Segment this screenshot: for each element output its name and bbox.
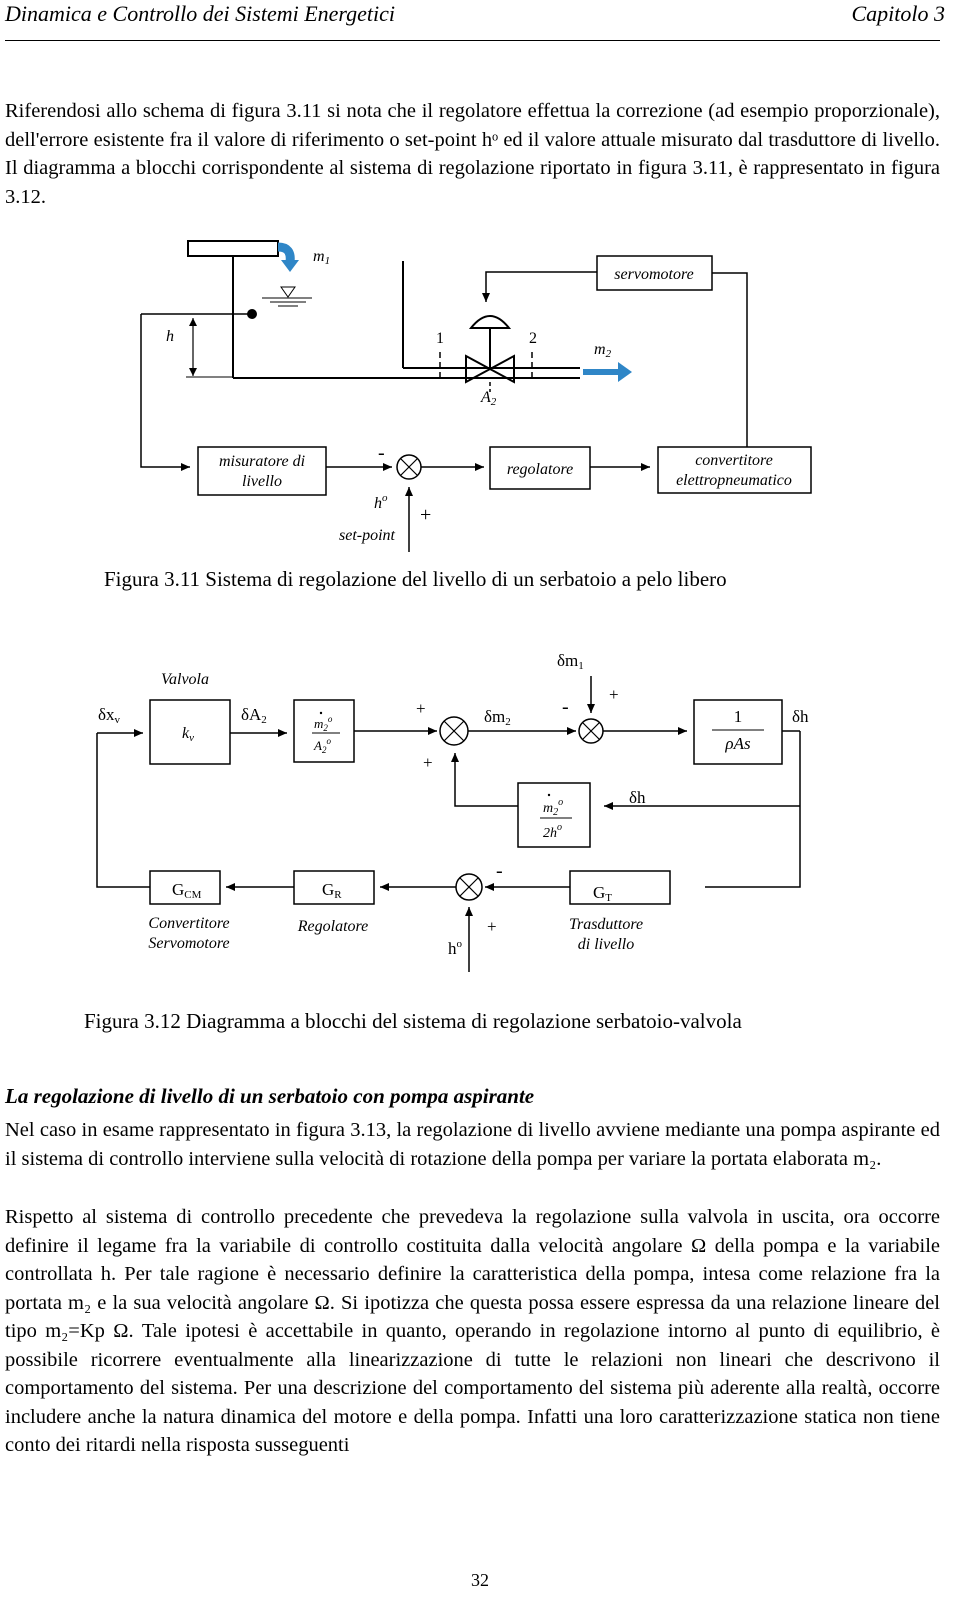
inlet-pipe [188, 241, 278, 256]
label-h: h [166, 328, 174, 345]
gt-block [570, 871, 670, 904]
header-rule [5, 40, 940, 41]
label-frac1-den: $A_2^o$ [314, 736, 331, 755]
label-convertitore-line1: convertitore [695, 452, 773, 469]
label-regolatore: Regolatore [297, 918, 369, 935]
label-misuratore-line1: misuratore di [218, 453, 306, 470]
label-plus-top: + [416, 699, 426, 718]
label-servomotore: servomotore [614, 266, 694, 283]
label-m1: m1 [313, 248, 331, 267]
label-plus: + [420, 504, 432, 526]
label-trasduttore-line2: di livello [577, 936, 635, 953]
outlet-flow-arrow [583, 362, 632, 382]
label-gt: GT [593, 883, 613, 904]
label-minus: - [378, 442, 385, 464]
label-dh-out: δh [792, 707, 809, 726]
label-dA2: δA2 [241, 705, 267, 726]
label-ho: $h^o$ [374, 492, 388, 512]
figure-3-11-caption: Figura 3.11 Sistema di regolazione del livello di un serbatoio a pelo libero [104, 567, 727, 591]
label-frac1-num: $m_2^o$ [314, 714, 333, 733]
label-convertitore-line2: elettropneumatico [676, 472, 792, 489]
label-gr: GR [322, 880, 342, 901]
paragraph-2: Rispetto al sistema di controllo precedente che prevedeva la regolazione sulla valvola in uscita, ora occorre definire il legame fra la variabile di controllo costituita dalla velocità angolare Ω della pompa e la variabile controllata h. Per tale ragione è necessario definire la caratteristica della pompa, intesa come relazione fra la portata m₂ e la sua velocità angolare Ω. Si ipotizza che questa possa essere espressa da una relazione lineare del tipo m₂=Kp Ω. Tale ipotesi è accettabile in quanto, operando in regolazione intorno al punto di equilibrio, è possibile ricorrere eventualmente alla linearizzazione di tutte le relazioni non lineari che descrivono il comportamento del sistema. Per una descrizione del comportamento del sistema più aderente alla realtà, occorre includere anche la natura dinamica del motore e della pompa. Infatti una loro caratterizzazione statica non tiene conto dei ritardi nella risposta susseguenti [5, 1206, 940, 1456]
label-dm2: δm2 [484, 707, 511, 728]
figure-3-12-caption: Figura 3.12 Diagramma a blocchi del sistema di regolazione serbatoio-valvola [84, 1009, 742, 1033]
label-dh-feedback: δh [629, 788, 646, 807]
label-dm1: δm1 [557, 651, 584, 672]
label-tf-num: 1 [733, 707, 743, 726]
label-tf-den: ρAs [725, 734, 751, 753]
label-gcm: GCM [172, 880, 202, 901]
label-set-point: set-point [339, 527, 395, 544]
intro-paragraph: Riferendosi allo schema di figura 3.11 si nota che il regolatore effettua la correzione (ad esempio proporzionale), dell'errore esistente fra il valore di riferimento o set-point hᵒ ed il valore attuale misurato dal trasduttore di livello. Il diagramma a blocchi corrispondente al sistema di regolazione riportato in figura 3.11, è rappresentato in figura 3.12. [5, 100, 940, 208]
label-convertitore-line2: Servomotore [148, 935, 230, 952]
label-kv: kv [182, 725, 194, 744]
label-A2: A2 [481, 389, 497, 408]
label-valvola: Valvola [161, 671, 209, 688]
label-plus-bottom: + [423, 753, 433, 772]
label-dxv: δxv [98, 705, 121, 726]
valve-actuator [471, 316, 509, 328]
header-chapter: Capitolo 3 [851, 1, 945, 26]
section-title: La regolazione di livello di un serbatoio con pompa aspirante [5, 1084, 535, 1108]
label-convertitore-line1: Convertitore [148, 915, 230, 932]
label-plus-sum2: + [609, 685, 619, 704]
label-station-1: 1 [436, 330, 444, 347]
page-number: 32 [471, 1570, 489, 1590]
header-title: Dinamica e Controllo dei Sistemi Energetici [5, 1, 396, 26]
label-station-2: 2 [529, 330, 537, 347]
float [247, 309, 257, 319]
label-ho: $h^o$ [448, 938, 462, 958]
inlet-flow-arrow [278, 247, 290, 262]
label-minus-sum3: - [496, 860, 503, 882]
label-plus-sum3: + [487, 917, 497, 936]
label-regolatore: regolatore [506, 461, 574, 478]
label-m2: m2 [594, 341, 612, 360]
figure-3-11-diagram [0, 230, 960, 560]
label-frac2-den: $2h^o$ [543, 822, 562, 841]
label-trasduttore-line1: Trasduttore [568, 916, 644, 933]
label-misuratore-line2: livello [242, 473, 282, 490]
page-header [5, 0, 945, 36]
label-frac2-num: $m_2^o$ [543, 797, 564, 818]
label-minus-sum2: - [562, 696, 569, 718]
paragraph-1: Nel caso in esame rappresentato in figura 3.13, la regolazione di livello avviene mediante una pompa aspirante ed il sistema di controllo interviene sulla velocità di rotazione della pompa per variare la portata elaborata m₂. [5, 1119, 940, 1170]
figure-3-12-diagram [0, 640, 960, 1000]
